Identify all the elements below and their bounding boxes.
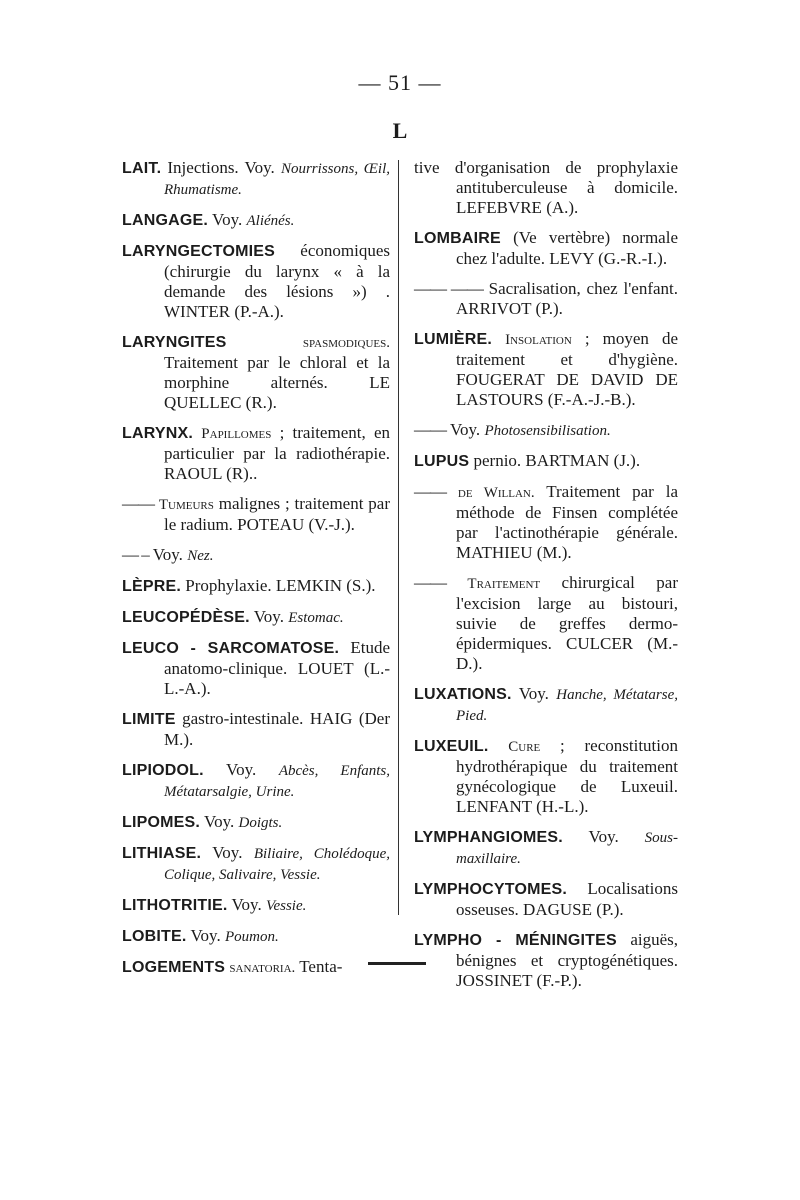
entry-keyword: LUXEUIL. — [414, 738, 489, 755]
entry-text: Etude anatomo-clinique. LOUET (L.-L.-A.). — [164, 638, 390, 698]
entry-text: ; reconstitution hydrothérapique du traitement gynécologique de Luxeuil. LENFANT (H.-L.). — [456, 736, 678, 816]
index-column-right — [414, 158, 678, 1001]
index-entry — [122, 545, 390, 566]
entry-ditto-dash: —— — [414, 420, 446, 439]
entry-reference: Nez. — [187, 548, 214, 564]
entry-reference: Biliaire, Cholédoque, Colique, Salivaire, Vessie. — [164, 846, 390, 883]
entry-text — [446, 573, 467, 592]
entry-keyword: LUPUS — [414, 453, 470, 470]
index-entry — [122, 332, 390, 413]
entry-text: Tenta- — [295, 957, 343, 976]
entry-text: Localisations osseuses. DAGUSE (P.). — [456, 879, 678, 919]
index-entry — [122, 158, 390, 200]
entry-text — [227, 332, 303, 351]
index-entry — [122, 957, 390, 978]
entry-text: Voy. — [562, 827, 645, 846]
index-column-left — [122, 158, 390, 988]
entry-ditto-dash: —— —— — [414, 279, 483, 298]
index-entry — [122, 210, 390, 231]
entry-text: ; moyen de traitement et d'hygiène. FOUGERAT DE DAVID DE LASTOURS (F.-A.-J.-B.). — [456, 329, 678, 409]
entry-text — [489, 736, 509, 755]
entry-ditto-dash: —— — [414, 482, 446, 501]
entry-keyword: LUXATIONS. — [414, 686, 512, 703]
index-entry — [414, 827, 678, 869]
section-letter: L — [392, 118, 408, 143]
entry-reference: Sous-maxillaire. — [456, 830, 678, 867]
entry-keyword: LARYNGITES — [122, 334, 227, 351]
entry-keyword: LUMIÈRE. — [414, 331, 493, 348]
index-entry — [122, 607, 390, 628]
entry-text: chirurgical par l'excision large au bistouri, suivie de greffes dermo-épidermiques. CULCER (M.-D.). — [456, 573, 679, 673]
entry-keyword: LOGEMENTS — [122, 959, 226, 976]
column-divider — [398, 160, 399, 915]
entry-reference: Hanche, Métatarse, Pied. — [456, 687, 678, 724]
entry-text: Traitement par la méthode de Finsen complétée par l'actinothérapie générale. MATHIEU (M.). — [456, 482, 678, 562]
index-entry — [414, 228, 678, 269]
entry-reference: Estomac. — [288, 610, 344, 626]
entry-keyword: LYMPHO - MÉNINGITES — [414, 932, 617, 949]
entry-keyword: LIMITE — [122, 711, 176, 728]
page-number: — 51 — — [358, 70, 442, 95]
entry-smallcaps: Tumeurs — [158, 497, 214, 513]
entry-smallcaps: sanatoria. — [229, 960, 296, 976]
entry-keyword: LARYNGECTOMIES — [122, 243, 276, 260]
entry-ditto-dash: —— — [122, 494, 154, 513]
index-entry — [414, 158, 678, 218]
index-entry — [414, 736, 678, 817]
entry-text: Voy. — [201, 843, 254, 862]
entry-text: Voy. — [186, 926, 225, 945]
index-entry — [122, 423, 390, 484]
index-entry — [122, 895, 390, 916]
entry-text: tive d'organisation de prophylaxie antituberculeuse à domicile. LEFEBVRE (A.). — [414, 158, 678, 217]
entry-keyword: LYMPHANGIOMES. — [414, 829, 563, 846]
entry-reference: Vessie. — [265, 898, 307, 914]
entry-keyword: LANGAGE. — [122, 212, 209, 229]
entry-keyword: LAIT. — [122, 160, 162, 177]
entry-ditto-dash: — – — [122, 545, 149, 564]
entry-keyword: LEUCOPÉDÈSE. — [122, 609, 250, 626]
entry-text: Prophylaxie. LEMKIN (S.). — [181, 576, 376, 595]
entry-reference: Nourrissons, Œil, Rhumatisme. — [164, 161, 390, 198]
entry-text: ; traitement, en particulier par la radiothérapie. RAOUL (R).. — [164, 423, 390, 483]
entry-keyword: LOBITE. — [122, 928, 187, 945]
entry-text: gastro-intestinale. HAIG (Der M.). — [164, 709, 390, 749]
index-entry — [122, 241, 390, 322]
entry-ditto-dash: —— — [414, 573, 446, 592]
entry-smallcaps: Insolation — [505, 332, 572, 348]
index-entry — [122, 576, 390, 597]
index-entry — [414, 279, 678, 319]
index-entry — [122, 709, 390, 750]
index-entry — [414, 451, 678, 472]
entry-text — [492, 329, 505, 348]
entry-reference: Aliénés. — [246, 213, 295, 229]
entry-reference: Poumon. — [224, 929, 279, 945]
entry-text: Voy. — [208, 210, 247, 229]
entry-text: Voy. — [511, 684, 557, 703]
entry-reference: Photosensibilisation. — [484, 423, 611, 439]
index-entry — [122, 760, 390, 802]
entry-smallcaps: spasmodiques. — [302, 335, 390, 351]
entry-text: Voy. — [200, 812, 239, 831]
entry-smallcaps: de Willan. — [457, 485, 535, 501]
bottom-rule — [368, 962, 426, 965]
entry-text: (Ve vertèbre) normale chez l'adulte. LEVY (G.-R.-I.). — [456, 228, 678, 268]
entry-text: Injections. Voy. — [161, 158, 281, 177]
entry-text: économiques (chirurgie du larynx « à la demande des lésions ») . WINTER (P.-A.). — [164, 241, 390, 321]
index-entry — [122, 638, 390, 699]
entry-reference: Abcès, Enfants, Métatarsalgie, Urine. — [164, 763, 390, 800]
entry-text: Voy. — [249, 607, 289, 626]
index-entry — [414, 879, 678, 920]
index-entry — [122, 812, 390, 833]
index-entry — [414, 329, 678, 410]
index-entry — [122, 926, 390, 947]
entry-keyword: LIPOMES. — [122, 814, 201, 831]
entry-text: Voy. — [227, 895, 266, 914]
index-entry — [414, 482, 678, 563]
entry-text: malignes ; traitement par le radium. POTEAU (V.-J.). — [164, 494, 391, 534]
entry-keyword: LEUCO - SARCOMATOSE. — [122, 640, 340, 657]
index-entry — [122, 843, 390, 885]
index-entry — [414, 420, 678, 441]
entry-text: Traitement par le chloral et la morphine alternés. LE QUELLEC (R.). — [164, 353, 390, 412]
entry-keyword: LOMBAIRE — [414, 230, 501, 247]
entry-text: Voy. — [203, 760, 279, 779]
entry-keyword: LYMPHOCYTOMES. — [414, 881, 568, 898]
index-entry — [122, 494, 390, 535]
entry-keyword: LARYNX. — [122, 425, 194, 442]
entry-smallcaps: Traitement — [467, 576, 541, 592]
index-entry — [414, 573, 678, 674]
entry-text: Voy. — [446, 420, 485, 439]
entry-keyword: LITHOTRITIE. — [122, 897, 228, 914]
entry-text: pernio. BARTMAN (J.). — [469, 451, 641, 470]
entry-smallcaps: Cure — [508, 739, 541, 755]
entry-text: aiguës, bénignes et cryptogénétiques. JOSSINET (F.-P.). — [456, 930, 679, 990]
entry-text: Voy. — [148, 545, 188, 564]
entry-smallcaps: Papillomes — [201, 426, 272, 442]
entry-text — [446, 482, 458, 501]
entry-text: Sacralisation, chez l'enfant. ARRIVOT (P.). — [456, 279, 679, 318]
entry-keyword: LÈPRE. — [122, 578, 181, 595]
index-entry — [414, 684, 678, 726]
entry-keyword: LITHIASE. — [122, 845, 202, 862]
index-entry — [414, 930, 678, 991]
entry-reference: Doigts. — [238, 815, 283, 831]
entry-keyword: LIPIODOL. — [122, 762, 204, 779]
